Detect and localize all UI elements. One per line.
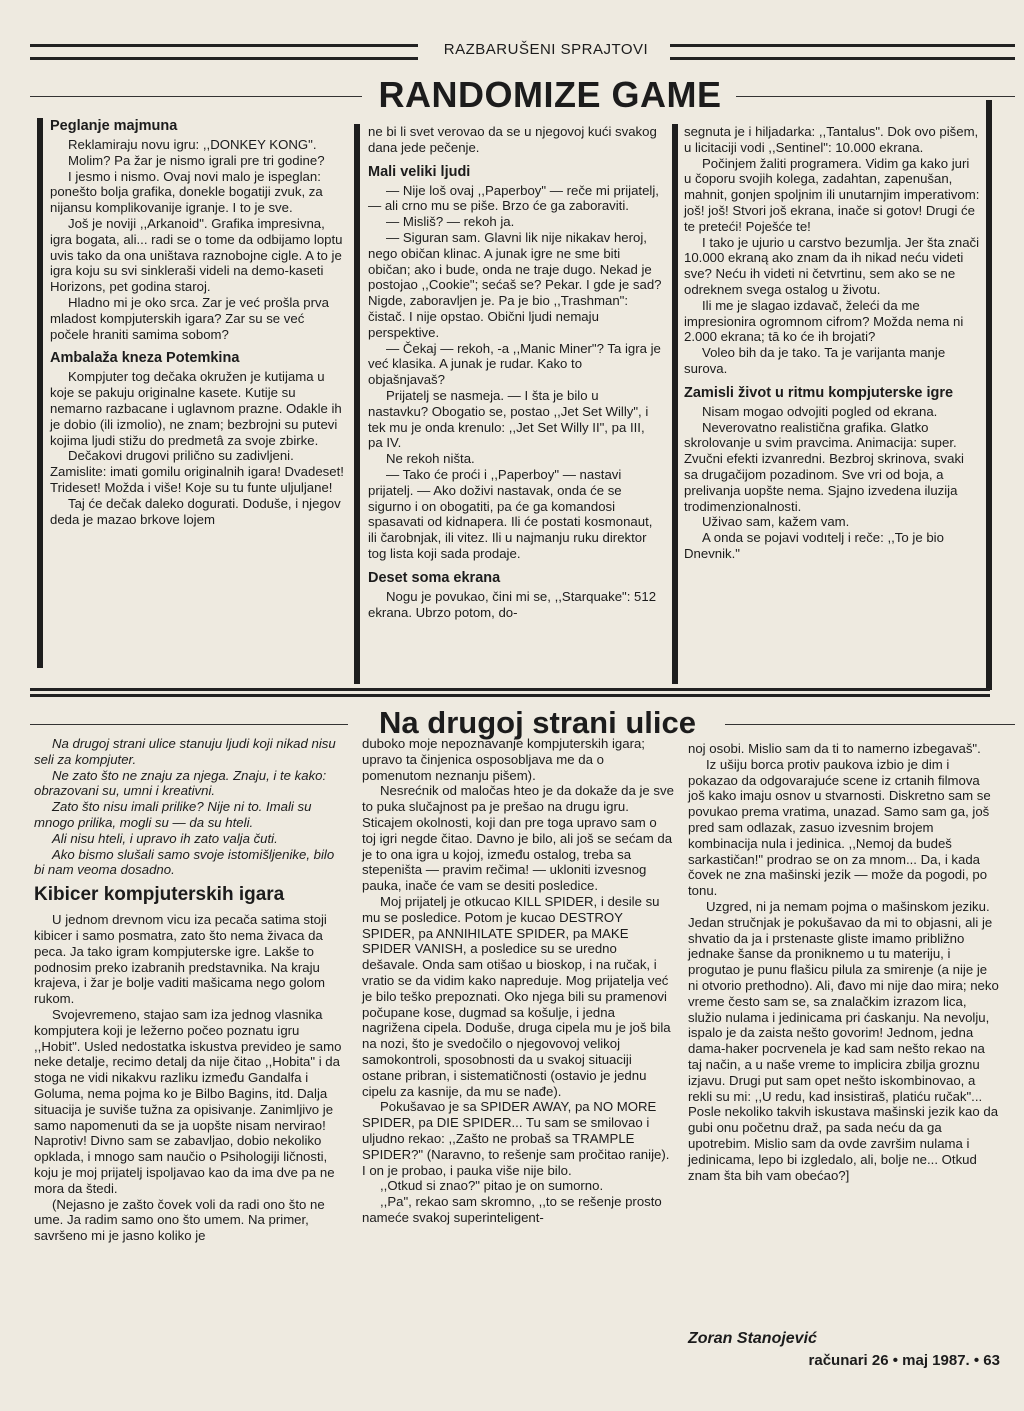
paragraph: Dečakovi drugovi prilično su zadivljeni. Zamislite: imati gomilu originalnih igara! Dvadeset! Trideset! Možda i više! Koje su tu funte ulјuljane! xyxy=(50,448,344,495)
intro-paragraph: Na drugoj strani ulice stanuju ljudi koji nikad nisu seli za kompjuter. xyxy=(34,736,336,767)
article2-title: Na drugoj strani ulice xyxy=(379,705,696,740)
article1-column-2 xyxy=(368,124,662,620)
paragraph: I tako je ujurio u carstvo bezumlja. Jer šta znači 10.000 ekraną ako znam da ih nikad neću videti sve? Neću ih videti ni četvrtinu, sem ako se ne odreknem svega ostalog u životu. xyxy=(684,234,980,297)
paragraph: ,,Pa", rekao sam skromno, ,,to se rešenje prosto nameće svakoj superinteligent- xyxy=(362,1194,662,1225)
article1-column-3 xyxy=(684,124,980,562)
paragraph: U jednom drevnom vicu iza pecača satima stoji kibicer i samo posmatra, zato što nema živaca da peca. Ja tako igram kompjuterske igre. Lakše to podnosim preko izabranih predstavnika. Na kraju krajeva, i žar je bolje vaditi mašicama nego golom rukom. xyxy=(34,912,327,1007)
paragraph: ,,Otkud si znao?" pitao je on sumorno. xyxy=(380,1178,604,1194)
paragraph: — Misliš? — rekoh ja. xyxy=(386,214,515,230)
header-rule-left xyxy=(30,44,418,60)
title-rule-right xyxy=(736,96,1015,97)
paragraph: Uzgred, ni ja nemam pojma o mašinskom jeziku. Jedan stručnjak je pokušavao da mi to objasni, ali je shvatio da ja i prstenaste gliste imamo približno jednake šanse da proniknemo u tu materiju, i progutao je punu flašicu pilula za smirenje (a nije je ni otvorio prethodno). Ali, đavo mi nije dao mira; neko vreme često sam se, sa znalačkim izrazom lica, služio nulama i jedinicama pri ćaskanju. Na nevolju, ispalo je da zaista nešto govorim! Jednom, jedna dama-haker pocrvenela je kad sam nešto rekao na taj način, a u naše vreme to implicira zbilja groznu izjavu. Drugi put sam opet nešto iskombinovao, a rekli su mi: ,,U redu, kad insistiraš, platiću ručak"... Posle nekoliko takvih iskustava mašinski jezik kao da gubi onu početnu draž, pa sada neću da ga upotrebim. Mislio sam da ovde završim nulama i jedinicama, lepo bi izgledalo, ali, bolje ne... Otkud znam šta bih vam obećao?] xyxy=(688,898,999,1183)
paragraph: I jesmo i nismo. Ovaj novi malo je ispeglan: ponešto bolja grafika, donekle bogatiji zvuk, za nijansu komplikovanije igranje. I to je sve. xyxy=(50,168,323,216)
subheading: Zamisli život u ritmu kompjuterske igre xyxy=(684,384,954,401)
subheading: Deset soma ekrana xyxy=(368,569,501,586)
header-rule-right xyxy=(670,44,1015,60)
paragraph: — Nije loš ovaj ,,Paperboy" — reče mi prijatelj, — ali crno mu se piše. Brzo će ga zaboraviti. xyxy=(368,182,659,214)
article1-title-row xyxy=(30,72,1015,120)
paragraph: Prijatelj se nasmeja. — I šta je bilo u nastavku? Obogatio se, postao ,,Jet Set Willy", i tek mu je onda krenulo: ,,Jet Set Willy II", pa III, pa IV. xyxy=(368,387,649,451)
paragraph: ne bi li svet verovao da se u njegovoj kući svakog dana jede pečenje. xyxy=(368,124,657,155)
paragraph: A onda se pojavi vodıtelj i reče: ,,To je bio Dnevnik." xyxy=(684,530,944,561)
intro-paragraph: Zato što nisu imali prilike? Nije ni to. Imali su mnogo prilika, mogli su — da su hteli. xyxy=(34,799,312,830)
paragraph: noj osobi. Mislio sam da ti to namerno izbegavaš". xyxy=(688,741,981,756)
paragraph: segnuta je i hiljadarka: ,,Tantalus". Dok ovo pišem, u licitaciji vodi ,,Sentinel": 10.000 ekrana. xyxy=(684,124,979,155)
section-header xyxy=(30,40,1015,60)
paragraph: — Tako će proći i ,,Paperboy" — nastavi prijatelj. — Ako doživi nastavak, onda će se sigurno i on obogatiti, pa će ga komandosi spasavati od kidnapera. Ili će postati kosmonaut, ili čarobnjak, ili vitez. Ili u najmanju ruku direktor tog lista koji sada prodaje. xyxy=(368,466,653,561)
paragraph: Nesrećnik od maločas hteo je da dokaže da je sve to puka slučajnost pa je prešao na drugu igru. Sticajem okolnosti, koji dan pre toga upravo sam o toj igri negde čitao. Davno je bilo, ali još se sećam da je to ona igra u kojoj, između ostalog, treba sa stepeništa — pravim rečima! — ukloniti izvesnog pauka, inače će vam se desiti posledice. xyxy=(362,783,674,894)
paragraph: Nisam mogao odvojiti pogled od ekrana. xyxy=(702,403,938,419)
subheading: Mali veliki ljudi xyxy=(368,163,471,180)
paragraph: (Nejasno je zašto čovek voli da radi ono što ne ume. Ja radim samo ono što umem. Na primer, savršeno mi je jasno koliko je xyxy=(34,1196,325,1244)
paragraph: Počinjem žaliti programera. Vidim ga kako juri u čoporu svojih kolega, zadahtan, zapenušan, mahnit, gonjen spoljnim ili unutarnjim imperativom: još! još! Stvori još ekrana, inače si gotov! Drugi će te preteći! Poješće te! xyxy=(684,155,980,234)
article2-column-2 xyxy=(362,736,674,1226)
paragraph: Neverovatno realistična grafika. Glatko skrolovanje u svim pravcima. Animacija: super. Zvučni efekti izvanredni. Bezbroj skrinova, svaki sa drugačijom pozadinom. Sve vri od boja, a prelivanja uopšte nema. Sjajno izvedena iluzija trodimenzionalnosti. xyxy=(684,419,964,514)
paragraph: duboko moje nepoznavanje kompjuterskih igara; upravo ta činjenica osposobljava me da o pomenutom neznanju pišem). xyxy=(362,736,645,783)
title2-rule-left xyxy=(30,724,348,725)
paragraph: Reklamiraju novu igru: ,,DONKEY KONG". xyxy=(68,137,317,152)
column-bar-1 xyxy=(37,118,43,668)
section-separator xyxy=(30,688,990,697)
paragraph: Ne rekoh ništa. xyxy=(386,451,475,467)
paragraph: — Čekaj — rekoh, -a ,,Manic Miner"? Ta igra je već klasika. A junak je rudar. Kako to objašnjavaš? xyxy=(368,340,661,388)
paragraph: — Siguran sam. Glavni lik nije nikakav heroj, nego običan klinac. A junak igre ne sme biti običan; ako i bude, onda ne traje dugo. Nekad je postojao ,,Cookie"; sećaš se? Pekar. I gde je sad? Nigde, zaboravljen je. Pa je bio ,,Trashman": čistač. I nije opstao. Obični ljudi nemaju perspektive. xyxy=(368,229,662,340)
paragraph: Ili me je slagao izdavač, želeći da me impresionira ogromnom cifrom? Možda nema ni 2.000 ekrana; tā ko će ih brojati? xyxy=(684,297,964,345)
author-byline: Zoran Stanojević xyxy=(688,1330,817,1347)
intro-paragraph: Ne zato što ne znaju za njega. Znaju, i te kako: obrazovani su, umni i kreativni. xyxy=(34,767,327,799)
paragraph: Pokušavao je sa SPIDER AWAY, pa NO MORE SPIDER, pa DIE SPIDER... Tu sam se smilovao i uljudno rekao: ,,Zašto ne probaš sa TRAMPLE SPIDER?" (Naravno, to rešenje sam pročitao ranije). I on je probao, i pauka više nije bilo. xyxy=(362,1099,670,1178)
paragraph: Iz ušiju borca protiv paukova izbio je dim i pokazao da odgovarajuće scene iz crtanih filmova još kako imaju osnov u stvarnosti. Diskretno sam se povukao prema vratima, unazad. Samo sam ga, još pred sam odlazak, zasuo izvesnim brojem kombinacija nula i jedinica. ,,Nemoj da budeš sarkastičan!" prodrao se on za mnom... Da, i kada čovek ne zna mašinski jezik — može da pogodi, po tonu. xyxy=(688,756,991,899)
article1-title: RANDOMIZE GAME xyxy=(378,74,722,115)
page-footer: računari 26 • maj 1987. • 63 xyxy=(808,1352,1000,1369)
title2-rule-right xyxy=(725,724,1015,725)
paragraph: Moj prijatelj je otkucao KILL SPIDER, i desile su mu se posledice. Potom je kucao DESTROY SPIDER, pa ANNIHILATE SPIDER, pa MAKE SPIDER VANISH, a posledice su se uredno dešavale. Onda sam otišao u bioskop, i na ručak, i vratio se da vidim kako napreduje. Mog prijatelja već je bilo teško prepoznati. Oko njega bili su pramenovi počupane kose, dugmad sa košulje, i jedna nagrižena cipela. Doduše, druga cipela mu je još bila na nozi, što je svedočilo o njegovovoj velikoj samokontroli, sposobnosti da u svakoj situaciji ostane pribran, i sistematičnosti (ostavio je jednu cipelu za kasnije, da mu se nađe). xyxy=(362,893,671,1099)
paragraph: Hladno mi je oko srca. Zar je već prošla prva mladost kompjuterskih igara? Zar su se već počele hraniti samima sobom? xyxy=(50,294,329,342)
article2-column-1 xyxy=(34,736,346,1244)
subheading: Ambalaža kneza Potemkina xyxy=(50,350,240,367)
paragraph: Još je noviji ,,Arkanoid". Grafika impresivna, igra bogata, ali... radi se o tome da odbijamo loptu uvis tako da ona uništava raznobojne cigle. A to je igra koju su svi sinkleraši videli na demo-kaseti Horizons, pet godina staroj. xyxy=(50,215,343,295)
article1-column-1 xyxy=(50,118,344,527)
paragraph: Molim? Pa žar je nismo igrali pre tri godine? xyxy=(68,152,325,168)
intro-paragraph: Ako bismo slušali samo svoje istomišljenike, bilo bi nam veoma dosadno. xyxy=(34,846,335,878)
paragraph: Taj će dečak daleko dogurati. Doduše, i njegov deda je mazao brkove lojem xyxy=(50,495,341,527)
article2-column-3 xyxy=(688,741,1000,1183)
paragraph: Nogu je povukao, čini mi se, ,,Starquake": 512 ekrana. Ubrzo potom, do- xyxy=(368,588,657,620)
paragraph: Voleo bih da je tako. Ta je varijanta manje surova. xyxy=(684,345,946,376)
intro-paragraph: Ali nisu hteli, i upravo ih zato valja čuti. xyxy=(52,830,278,846)
paragraph: Uživao sam, kažem vam. xyxy=(702,514,850,530)
title-rule-left xyxy=(30,96,362,97)
subheading: Kibicer kompjuterskih igara xyxy=(34,884,285,906)
section-label: RAZBARUŠENI SPRAJTOVI xyxy=(443,41,649,58)
column-bar-4 xyxy=(986,100,992,690)
column-bar-2 xyxy=(354,124,360,684)
subheading: Peglanje majmuna xyxy=(50,118,178,134)
column-bar-3 xyxy=(672,124,678,684)
paragraph: Kompjuter tog dečaka okružen je kutijama u koje se pakuju originalne kasete. Kutije su nemarno razbacane i uglavnom prazne. Odakle ih je dobio (ili izmolio), ne znam; bezbrojni su putevi kojima ljudi stižu do predmetâ za svoje zbirke. xyxy=(50,369,342,448)
byline-block xyxy=(688,1322,1000,1369)
paragraph: Svojevremeno, stajao sam iza jednog vlasnika kompjutera koji je ležerno počeo poznatu igru ,,Hobit". Usled nedostatka iskustva prevideo je samo neke detalje, recimo detalj da nije čitao ,,Hobita" i da stoga ne vidi nikakvu razliku između Gandalfa i Goluma, nema pojma ko je Bilbo Bagins, itd. Dalja situacija je suviše tužna za opisivanje. Zanimljivo je samo napomenuti da se ja uopšte nisam nervirao! Naprotiv! Divno sam se zabavljao, dobio nekoliko opklada, i mnogo sam naučio o Psihologiji ličnosti, koju je moj prijatelj ispoljavao kao da ima dve pa ne mora da štedi. xyxy=(34,1006,342,1196)
